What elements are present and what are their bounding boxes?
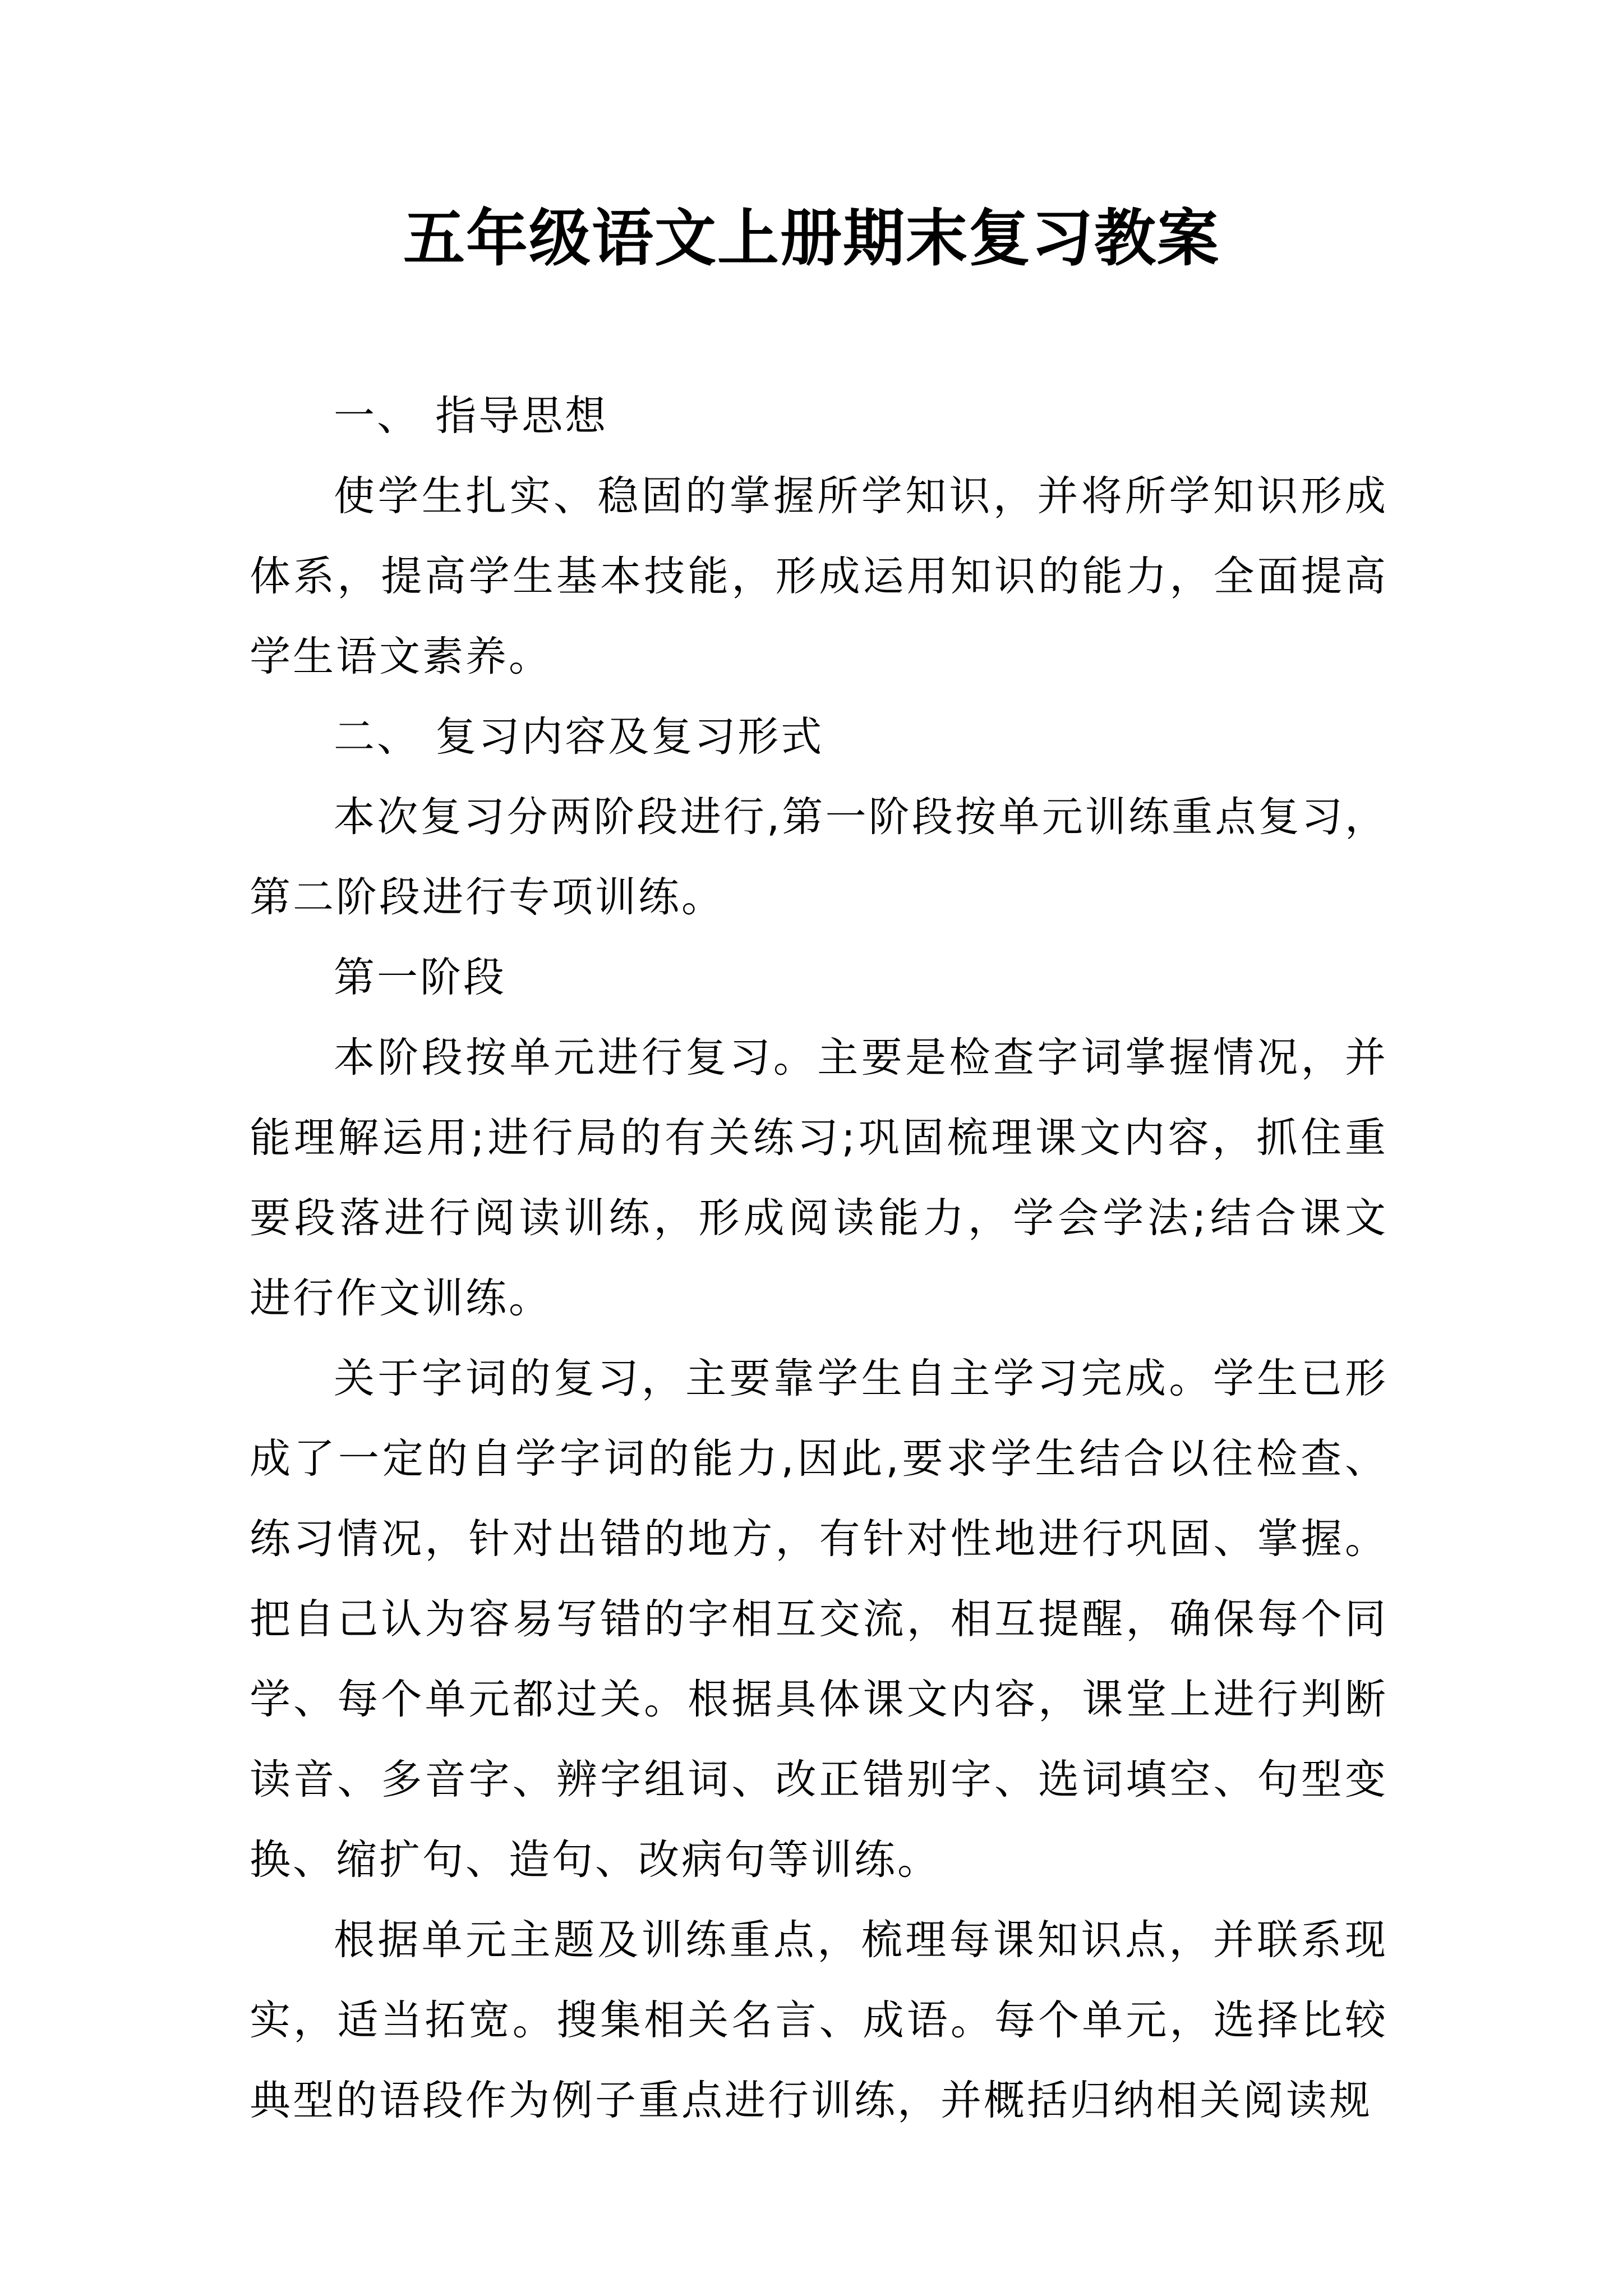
paragraph-first-stage: 本阶段按单元进行复习。主要是检查字词掌握情况，并能理解运用;进行局的有关练习;巩固梳理课文内容，抓住重要段落进行阅读训练，形成阅读能力，学会学法;结合课文进行作文训练。 [250, 1034, 1388, 1322]
paragraph-unit-themes: 根据单元主题及训练重点，梳理每课知识点，并联系现实，适当拓宽。搜集相关名言、成语。每个单元，选择比较典型的语段作为例子重点进行训练，并概括归纳相关阅读规 [250, 1916, 1388, 2124]
section-heading-review-content: 二、 复习内容及复习形式 [334, 713, 824, 761]
paragraph-vocabulary-review: 关于字词的复习，主要靠学生自主学习完成。学生已形成了一定的自学字词的能力,因此,要求学生结合以往检查、练习情况，针对出错的地方，有针对性地进行巩固、掌握。把自己认为容易写错的字相互交流，相互提醒，确保每个同学、每个单元都过关。根据具体课文内容，课堂上进行判断读音、多音字、辨字组词、改正错别字、选词填空、句型变换、缩扩句、造句、改病句等训练。 [250, 1355, 1388, 1884]
section-heading-first-stage: 第一阶段 [334, 954, 506, 1001]
section-heading-guiding-ideology: 一、 指导思想 [334, 392, 608, 440]
paragraph-guiding-ideology: 使学生扎实、稳固的掌握所学知识，并将所学知识形成体系，提高学生基本技能，形成运用知识的能力，全面提高学生语文素养。 [250, 472, 1388, 680]
paragraph-review-plan: 本次复习分两阶段进行,第一阶段按单元训练重点复习，第二阶段进行专项训练。 [250, 793, 1388, 921]
document-body [250, 376, 1388, 2141]
document-title: 五年级语文上册期末复习教案 [403, 202, 1220, 274]
